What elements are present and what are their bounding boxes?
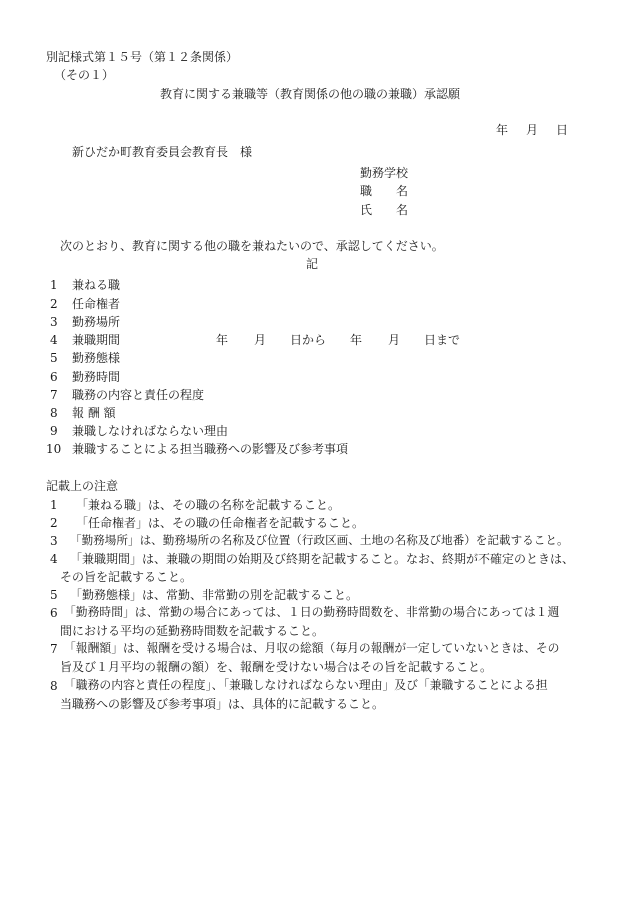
note-line-continued: その旨を記載すること。: [60, 570, 193, 584]
note-number: 8: [50, 679, 58, 693]
period-day-to: 日まで: [424, 333, 461, 347]
item-number: 5: [50, 351, 58, 365]
form-number: 別記様式第１５号（第１２条関係）: [46, 50, 239, 64]
addressee: 新ひだか町教育委員会教育長 様: [72, 145, 253, 159]
item-number: 3: [50, 315, 58, 329]
date-day-label: 日: [556, 123, 569, 137]
note-number: 3: [50, 534, 58, 548]
note-line: 「報酬額」は、報酬を受ける場合は、月収の総額（毎月の報酬が一定していないときは、その: [64, 641, 560, 655]
note-line: 「勤務時間」は、常勤の場合にあっては、１日の勤務時間数を、非常勤の場合にあっては１週: [64, 605, 560, 619]
item-label: 兼職することによる担当職務への影響及び参考事項: [72, 442, 349, 456]
item-label: 勤務態様: [72, 351, 121, 365]
notes-heading: 記載上の注意: [46, 479, 119, 493]
item-label: 勤務場所: [72, 315, 121, 329]
item-label: 勤務時間: [72, 370, 121, 384]
period-year-to: 年: [350, 333, 363, 347]
note-line-continued: 間における平均の延勤務時間数を記載すること。: [60, 624, 325, 638]
note-line: 「勤務場所」は、勤務場所の名称及び位置（行政区画、土地の名称及び地番）を記載すること。: [70, 533, 569, 547]
applicant-position-label: 職 名: [360, 184, 409, 198]
applicant-school-label: 勤務学校: [360, 166, 409, 180]
item-label: 職務の内容と責任の程度: [72, 388, 205, 402]
note-number: 6: [50, 606, 58, 620]
note-number: 2: [50, 516, 58, 530]
item-label: 兼職しなければならない理由: [72, 424, 229, 438]
item-number: 1: [50, 278, 58, 292]
item-label: 報 酬 額: [72, 406, 116, 420]
date-month-label: 月: [526, 123, 539, 137]
item-number: 8: [50, 406, 58, 420]
note-line: 「職務の内容と責任の程度」、「兼職しなければならない理由」及び「兼職することによる担: [64, 678, 548, 692]
note-line-continued: 当職務への影響及び参考事項」は、具体的に記載すること。: [60, 697, 385, 711]
item-label: 兼職期間: [72, 333, 121, 347]
document-title: 教育に関する兼職等（教育関係の他の職の兼職）承認願: [160, 87, 461, 101]
form-sub-number: （その１）: [54, 68, 115, 82]
note-number: 4: [50, 552, 58, 566]
note-line: 「兼ねる職」は、その職の名称を記載すること。: [76, 498, 341, 512]
item-label: 兼ねる職: [72, 278, 121, 292]
period-month-from: 月: [254, 333, 267, 347]
item-number: 10: [46, 442, 62, 456]
applicant-name-label: 氏 名: [360, 203, 409, 217]
item-number: 2: [50, 297, 58, 311]
item-number: 7: [50, 388, 58, 402]
note-line: 「勤務態様」は、常勤、非常勤の別を記載すること。: [70, 588, 359, 602]
item-number: 4: [50, 333, 58, 347]
item-number: 9: [50, 424, 58, 438]
request-text: 次のとおり、教育に関する他の職を兼ねたいので、承認してください。: [60, 239, 444, 253]
item-label: 任命権者: [72, 297, 121, 311]
period-month-to: 月: [388, 333, 401, 347]
note-line: 「兼職期間」は、兼職の期間の始期及び終期を記載すること。なお、終期が不確定のときは、: [70, 552, 575, 566]
item-number: 6: [50, 370, 58, 384]
note-line: 「任命権者」は、その職の任命権者を記載すること。: [76, 516, 365, 530]
note-line-continued: 旨及び１月平均の報酬の額）を、報酬を受けない場合はその旨を記載すること。: [60, 660, 493, 674]
ki-marker: 記: [306, 257, 319, 271]
date-year-label: 年: [496, 123, 509, 137]
note-number: 5: [50, 588, 58, 602]
note-number: 7: [50, 642, 58, 656]
period-year-from: 年: [216, 333, 229, 347]
period-day-from: 日から: [290, 333, 327, 347]
note-number: 1: [50, 498, 58, 512]
